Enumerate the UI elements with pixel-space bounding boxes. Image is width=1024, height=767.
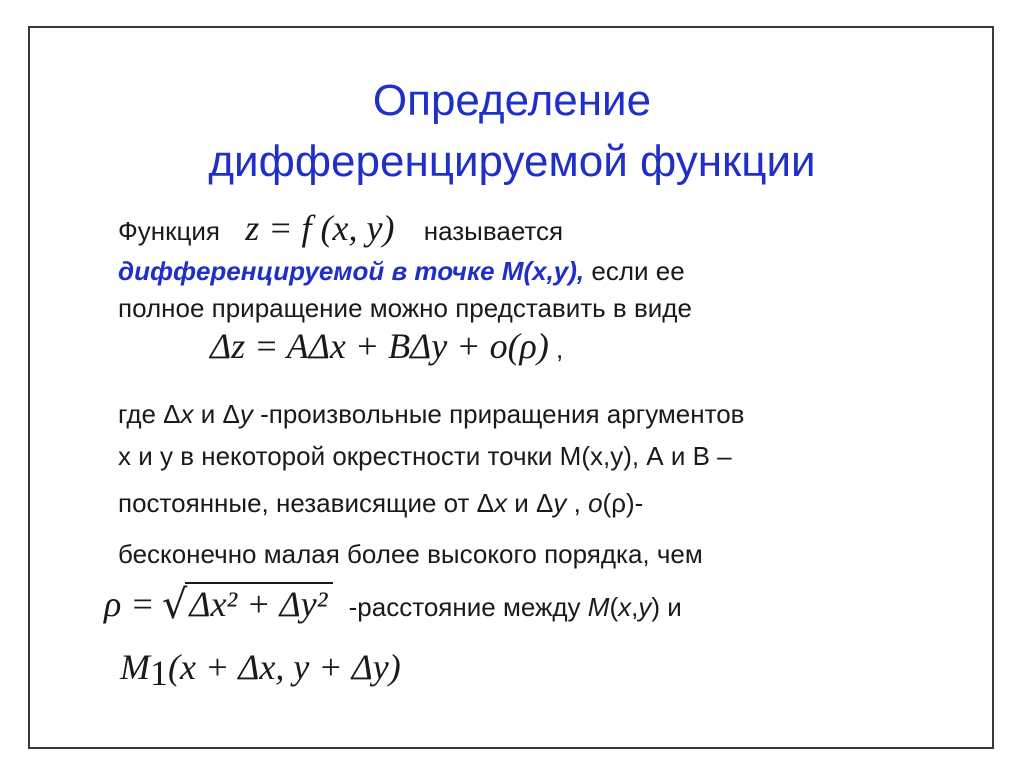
l7-part-a: постоянные, независящие от Δ [118, 488, 495, 518]
rho-tail-y: y [638, 592, 652, 622]
point-coords: (x + Δx, y + Δy) [168, 647, 401, 687]
intro-word: Функция [118, 216, 220, 246]
sqrt-expression [162, 582, 334, 627]
l5-part-c: -произвольные приращения аргументов [252, 399, 745, 429]
point-name: M [120, 647, 150, 687]
definition-line-8: бесконечно малая более высокого порядка, чем [118, 539, 703, 569]
l5-y: y [239, 399, 253, 429]
definition-line-7 [118, 487, 643, 519]
l5-part-a: где Δ [118, 399, 181, 429]
rho-tail-x: x [618, 592, 632, 622]
l5-part-b: и Δ [193, 399, 240, 429]
definition-line-5 [118, 398, 745, 430]
rho-lhs: ρ = [104, 584, 155, 624]
function-formula: z = f (x, y) [245, 208, 395, 248]
l7-x: x [494, 488, 508, 518]
increment-tail: , [548, 334, 564, 364]
l7-y: y [553, 488, 567, 518]
definition-term: дифференцируемой в точке М(x,y), [118, 256, 585, 286]
increment-formula: Δz = AΔx + BΔy + o(ρ) [210, 326, 549, 366]
definition-line-2 [118, 255, 685, 287]
l7-part-c: , [566, 488, 589, 518]
definition-line-3: полное приращение можно представить в виде [118, 293, 692, 323]
term-tail: если ее [584, 256, 685, 286]
increment-formula-line [210, 326, 564, 366]
rho-radicand: Δx² + Δy² [185, 582, 333, 622]
slide-title-line-1: Определение [372, 76, 652, 125]
definition-line-1 [118, 208, 564, 248]
l7-part-b: и Δ [507, 488, 554, 518]
rho-tail-a: -расстояние между [348, 592, 588, 622]
l7-o: o [588, 488, 603, 518]
l5-x: x [180, 399, 194, 429]
point-m1-line [120, 645, 401, 692]
rho-tail-c: , [631, 592, 639, 622]
rho-tail-b: ( [609, 592, 619, 622]
intro-tail: называется [423, 216, 564, 246]
point-subscript: 1 [150, 653, 168, 693]
rho-line [104, 582, 682, 627]
rho-tail-d: ) и [651, 592, 682, 622]
slide-title-line-2: дифференцируемой функции [208, 137, 816, 186]
slide-frame [28, 26, 994, 749]
rho-tail-m: М [587, 592, 610, 622]
l7-part-d: (ρ)- [602, 488, 644, 518]
definition-line-6: x и y в некоторой окрестности точки М(x,y), А и В – [118, 441, 732, 471]
radical-sign-icon: √ [161, 582, 188, 628]
